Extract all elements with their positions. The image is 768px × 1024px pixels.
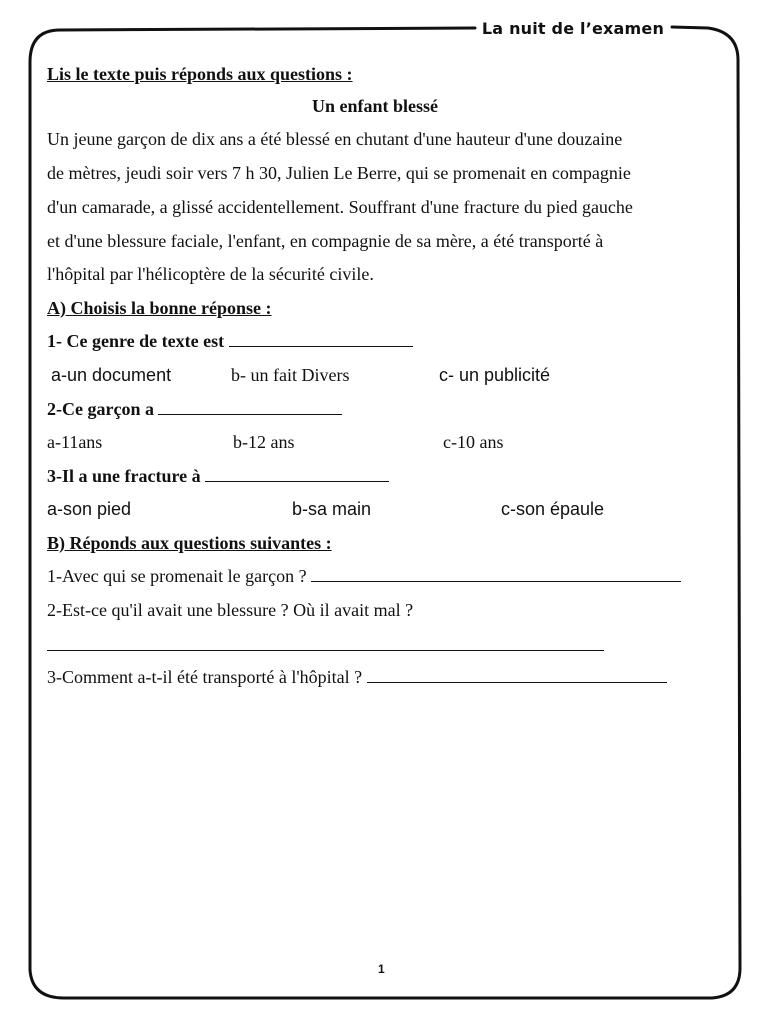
header-tag: La nuit de l’examen [478,14,668,42]
question-label: 1-Avec qui se promenait le garçon ? [47,566,307,586]
question-label: 2-Ce garçon a [47,399,154,419]
text-title: Un enfant blessé [312,96,439,116]
question-label: 3-Comment a-t-il été transporté à l'hôpital ? [47,667,363,687]
answer-blank[interactable] [158,398,342,415]
question-label: 3-Il a une fracture à [47,466,201,486]
option[interactable]: b- un fait Divers [231,365,350,385]
text-line: d'un camarade, a glissé accidentellement. Souffrant d'une fracture du pied gauche [47,197,633,217]
option[interactable]: a-son pied [47,499,132,519]
answer-blank[interactable] [311,565,681,582]
instruction: Lis le texte puis réponds aux questions : [47,64,353,84]
question-a1 [47,330,413,352]
page-number: 1 [378,962,385,976]
question-b3 [47,666,667,688]
question-label: 1- Ce genre de texte est [47,331,225,351]
text-line: l'hôpital par l'hélicoptère de la sécurité civile. [47,264,374,284]
answer-blank[interactable] [205,465,389,482]
answer-blank[interactable] [47,633,604,651]
question-a3 [47,465,389,487]
part-a-heading: A) Choisis la bonne réponse : [47,298,272,318]
answer-blank[interactable] [367,666,667,683]
option[interactable]: c-son épaule [501,499,605,519]
option[interactable]: c-10 ans [443,432,504,452]
answer-blank[interactable] [229,330,413,347]
text-line: et d'une blessure faciale, l'enfant, en compagnie de sa mère, a été transporté à [47,231,604,251]
option[interactable]: b-sa main [292,499,372,519]
question-b1 [47,565,681,587]
part-b-heading: B) Réponds aux questions suivantes : [47,533,332,553]
option[interactable]: a-11ans [47,432,103,452]
option[interactable]: a-un document [51,365,172,385]
option[interactable]: b-12 ans [233,432,295,452]
question-b2: 2-Est-ce qu'il avait une blessure ? Où il avait mal ? [47,600,414,620]
text-line: Un jeune garçon de dix ans a été blessé en chutant d'une hauteur d'une douzaine [47,129,623,149]
question-a2 [47,398,342,420]
option[interactable]: c- un publicité [439,365,551,385]
text-line: de mètres, jeudi soir vers 7 h 30, Julien Le Berre, qui se promenait en compagnie [47,163,631,183]
